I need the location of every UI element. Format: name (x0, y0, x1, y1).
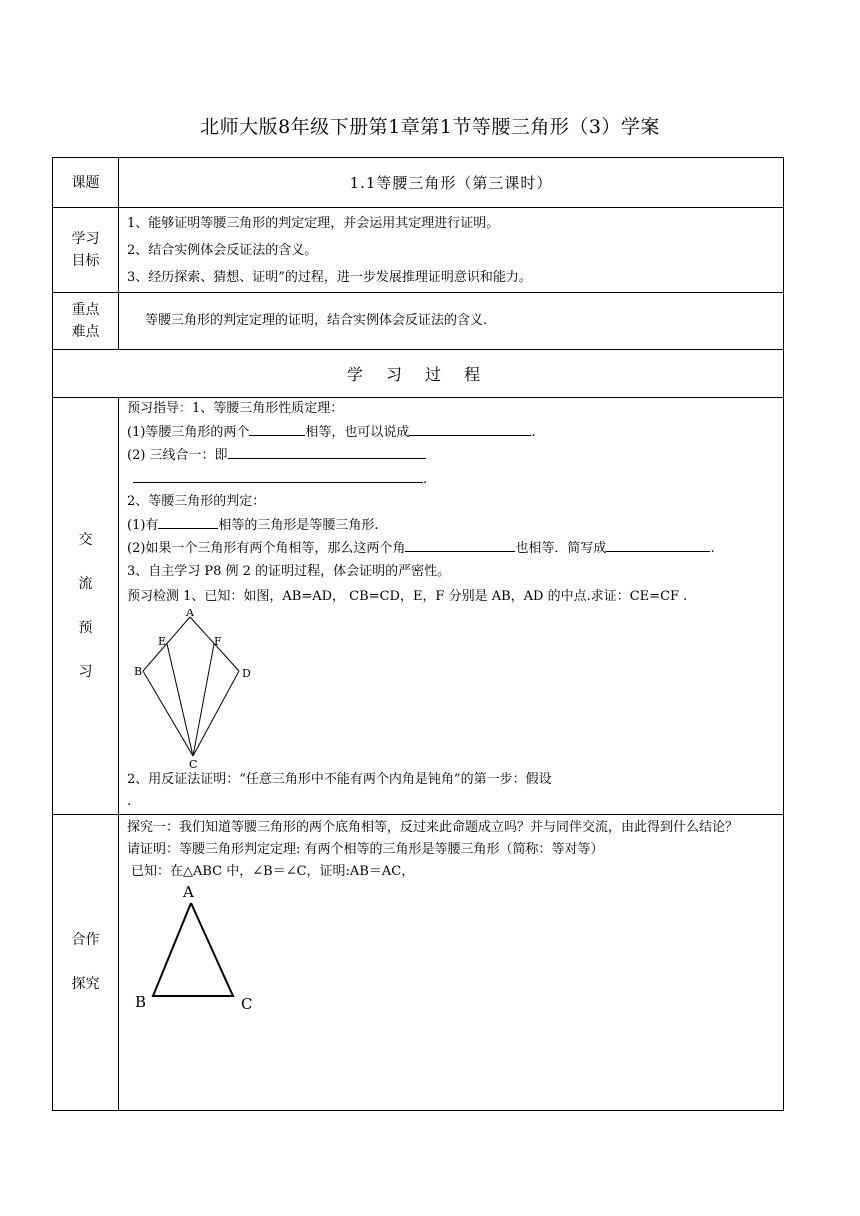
kite-edge (143, 671, 193, 756)
topic-content: 1.1等腰三角形（第三课时） (119, 158, 784, 208)
preview-guide: 预习指导：1、等腰三角形性质定理： (127, 401, 344, 416)
kite-edge (143, 617, 190, 671)
explore-paragraph-2: 请证明：等腰三角形判定定理: 有两个相等的三角形是等腰三角形（简称：等对等） (127, 841, 604, 857)
topic-label: 课题 (53, 158, 119, 208)
preview-line-9: . (127, 794, 132, 809)
kite-edge (167, 644, 193, 756)
preview-line-1: (1)等腰三角形的两个 相等，也可以说成 . (127, 421, 783, 445)
point-label: A (186, 608, 194, 619)
key-label: 重点 难点 (53, 293, 119, 350)
explore-content (119, 814, 784, 1110)
preview-label: 交 流 预 习 (53, 398, 119, 815)
goals-content (119, 208, 784, 293)
kite-figure (127, 609, 267, 769)
preview-line-6: (2)如果一个三角形有两个角相等，那么这两个角 也相等．简写成 . (127, 537, 783, 561)
explore-paragraph-1: 探究一：我们知道等腰三角形的两个底角相等，反过来此命题成立吗？并与同伴交流，由此得到什么结论？ (127, 819, 739, 835)
preview-check: 预习检测 1、已知：如图，AB=AD， CB=CD，E，F 分别是 AB，AD 的中点.求证：CE=CF . (127, 589, 688, 604)
kite-edge (193, 671, 239, 756)
explore-paragraph-3: 已知：在△ABC 中，∠B＝∠C，证明:AB＝AC， (131, 863, 415, 879)
preview-line-5: (1)有 相等的三角形是等腰三角形. (127, 514, 783, 538)
fill-blank[interactable] (409, 421, 531, 436)
preview-line-4: 2、等腰三角形的判定： (127, 494, 266, 509)
vertex-label: B (135, 992, 147, 1011)
point-label: C (189, 757, 198, 769)
fill-blank[interactable] (158, 514, 218, 529)
fill-blank[interactable] (133, 468, 423, 483)
preview-line-2: (2) 三线合一：即 (127, 444, 783, 468)
goals-row (53, 208, 784, 293)
fill-blank[interactable] (249, 421, 305, 436)
triangle-figure (127, 883, 287, 1023)
process-heading: 学 习 过 程 (53, 350, 784, 398)
point-label: D (242, 666, 251, 680)
goals-label: 学习 目标 (53, 208, 119, 293)
explore-row (53, 814, 784, 1110)
point-label: F (214, 634, 222, 648)
point-label: E (158, 634, 167, 648)
preview-content (119, 398, 784, 815)
fill-blank[interactable] (606, 537, 710, 552)
goal-item: 3、经历探索、猜想、证明”的过程，进一步发展推理证明意识和能力。 (127, 269, 532, 285)
lesson-table (52, 157, 784, 1111)
triangle-abc (153, 903, 233, 996)
fill-blank[interactable] (228, 444, 426, 459)
explore-label: 合作 探究 (53, 814, 119, 1110)
preview-line-8: 2、用反证法证明：“任意三角形中不能有两个内角是钝角”的第一步：假设 (127, 771, 552, 787)
process-row (53, 350, 784, 398)
kite-edge (193, 644, 214, 756)
key-row (53, 293, 784, 350)
key-content: 等腰三角形的判定定理的证明，结合实例体会反证法的含义. (119, 293, 784, 350)
goal-item: 1、能够证明等腰三角形的判定定理，并会运用其定理进行证明。 (127, 215, 500, 231)
vertex-label: A (183, 882, 194, 901)
point-label: B (134, 664, 143, 678)
preview-line-7: 3、自主学习 P8 例 2 的证明过程，体会证明的严密性。 (127, 563, 451, 579)
document-title: 北师大版8年级下册第1章第1节等腰三角形（3）学案 (200, 116, 660, 138)
preview-row (53, 398, 784, 815)
vertex-label: C (241, 994, 253, 1013)
fill-blank[interactable] (405, 537, 515, 552)
goal-item: 2、结合实例体会反证法的含义。 (127, 242, 318, 258)
topic-row (53, 158, 784, 208)
preview-line-3: . (127, 468, 783, 492)
